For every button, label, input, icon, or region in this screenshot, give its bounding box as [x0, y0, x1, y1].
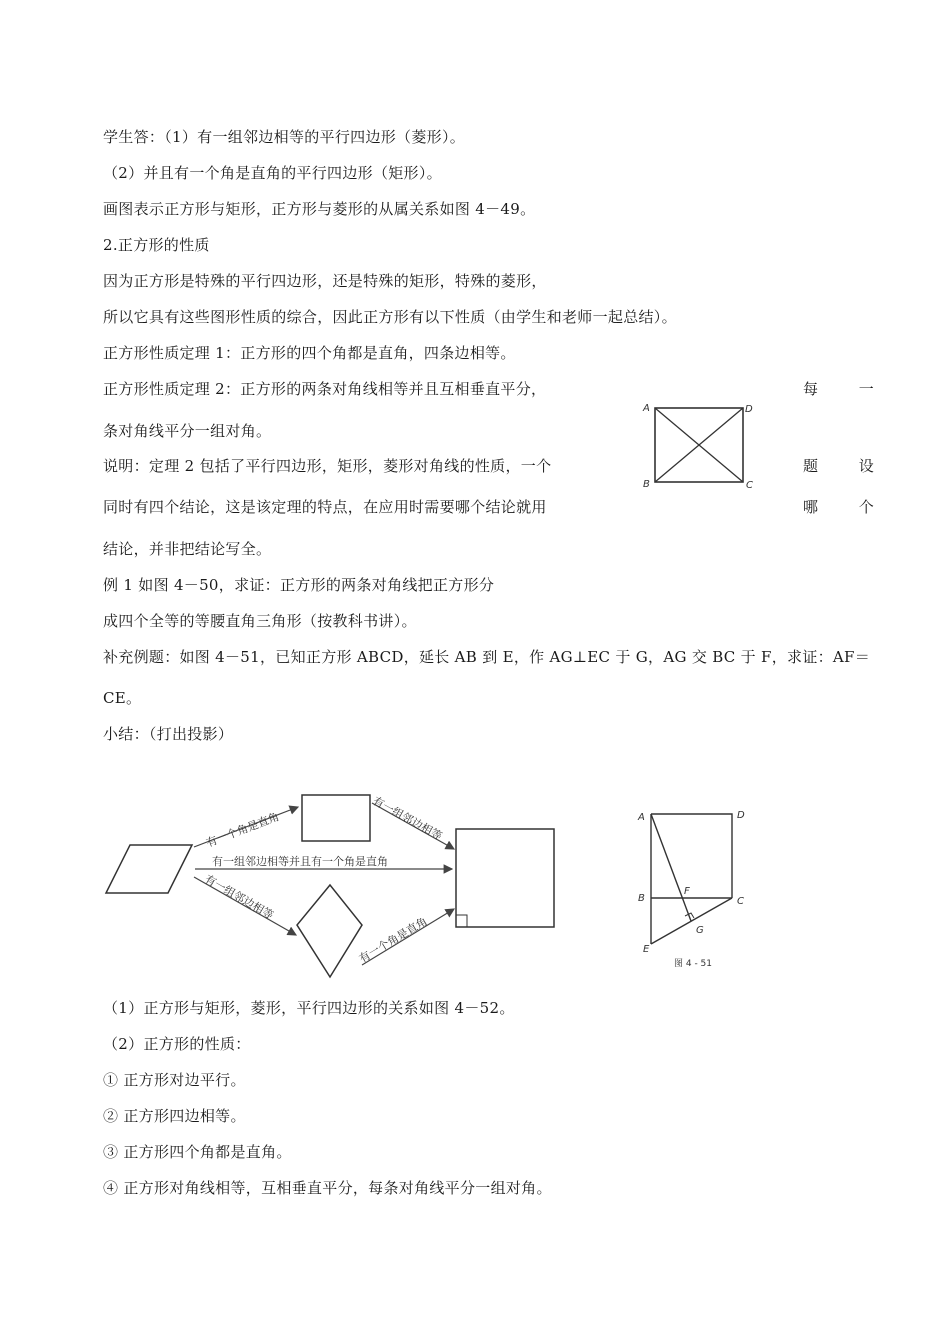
theorem-1: 正方形性质定理 1：正方形的四个角都是直角，四条边相等。	[103, 344, 516, 362]
vertex-label-b: B	[643, 479, 650, 490]
text-line: 学生答：（1）有一组邻边相等的平行四边形（菱形）。	[103, 128, 466, 146]
quadrilateral-relation-diagram	[100, 785, 560, 985]
point-label-c: C	[737, 896, 744, 907]
figure-caption: 图 4 - 51	[674, 959, 713, 969]
supplementary-example: 补充例题：如图 4－51，已知正方形 ABCD，延长 AB 到 E，作 AG⊥EC 于 G，AG 交 BC 于 F，求证：AF＝	[103, 648, 871, 666]
rectangle-shape	[302, 795, 370, 841]
section-heading: 2.正方形的性质	[103, 236, 210, 254]
text-line: 同时有四个结论，这是该定理的特点，在应用时需要哪个结论就用	[103, 498, 547, 516]
text-line-right: 每 一	[803, 380, 892, 398]
vertex-label-d: D	[745, 404, 753, 415]
text-line: 说明：定理 2 包括了平行四边形，矩形，菱形对角线的性质，一个	[103, 457, 552, 475]
rhombus-shape	[297, 885, 362, 977]
text-line: 所以它具有这些图形性质的综合，因此正方形有以下性质（由学生和老师一起总结）。	[103, 308, 677, 326]
text-line: 画图表示正方形与矩形，正方形与菱形的从属关系如图 4－49。	[103, 200, 536, 218]
property-item: ② 正方形四边相等。	[103, 1107, 246, 1125]
text-line: （2）正方形的性质：	[103, 1035, 251, 1053]
text-line: CE。	[103, 689, 142, 707]
text-line: 结论，并非把结论写全。	[103, 540, 272, 558]
property-item: ① 正方形对边平行。	[103, 1071, 246, 1089]
vertex-label-a: A	[643, 403, 650, 414]
arrow-label: 有一个角是直角	[356, 914, 430, 966]
point-label-g: G	[696, 925, 704, 936]
summary-heading: 小结：（打出投影）	[103, 725, 234, 743]
text-line: （1）正方形与矩形，菱形，平行四边形的关系如图 4－52。	[103, 999, 515, 1017]
property-item: ④ 正方形对角线相等，互相垂直平分，每条对角线平分一组对角。	[103, 1179, 552, 1197]
square-diagonal-figure	[638, 398, 758, 490]
arrow-label: 有一个角是直角	[204, 810, 281, 850]
parallelogram-shape	[106, 845, 192, 893]
point-label-d: D	[737, 810, 745, 821]
text-line-right: 哪 个	[803, 498, 892, 516]
square-shape	[456, 829, 554, 927]
arrow-label: 有一组邻边相等	[370, 794, 445, 843]
arrow-label: 有一组邻边相等	[202, 872, 276, 923]
figure-4-51	[630, 802, 760, 972]
point-label-e: E	[643, 944, 650, 955]
text-line: （2）并且有一个角是直角的平行四边形（矩形）。	[103, 164, 442, 182]
text-line: 条对角线平分一组对角。	[103, 422, 272, 440]
text-line: 成四个全等的等腰直角三角形（按教科书讲）。	[103, 612, 417, 630]
vertex-label-c: C	[746, 480, 753, 490]
text-line-right: 题 设	[803, 457, 892, 475]
point-label-f: F	[684, 886, 690, 897]
point-label-a: A	[638, 812, 645, 823]
arrow-label: 有一组邻边相等并且有一个角是直角	[212, 855, 388, 868]
example-1: 例 1 如图 4－50，求证：正方形的两条对角线把正方形分	[103, 576, 495, 594]
theorem-2: 正方形性质定理 2：正方形的两条对角线相等并且互相垂直平分，	[103, 380, 547, 398]
text-line: 因为正方形是特殊的平行四边形，还是特殊的矩形，特殊的菱形，	[103, 272, 547, 290]
property-item: ③ 正方形四个角都是直角。	[103, 1143, 292, 1161]
point-label-b: B	[638, 893, 645, 904]
